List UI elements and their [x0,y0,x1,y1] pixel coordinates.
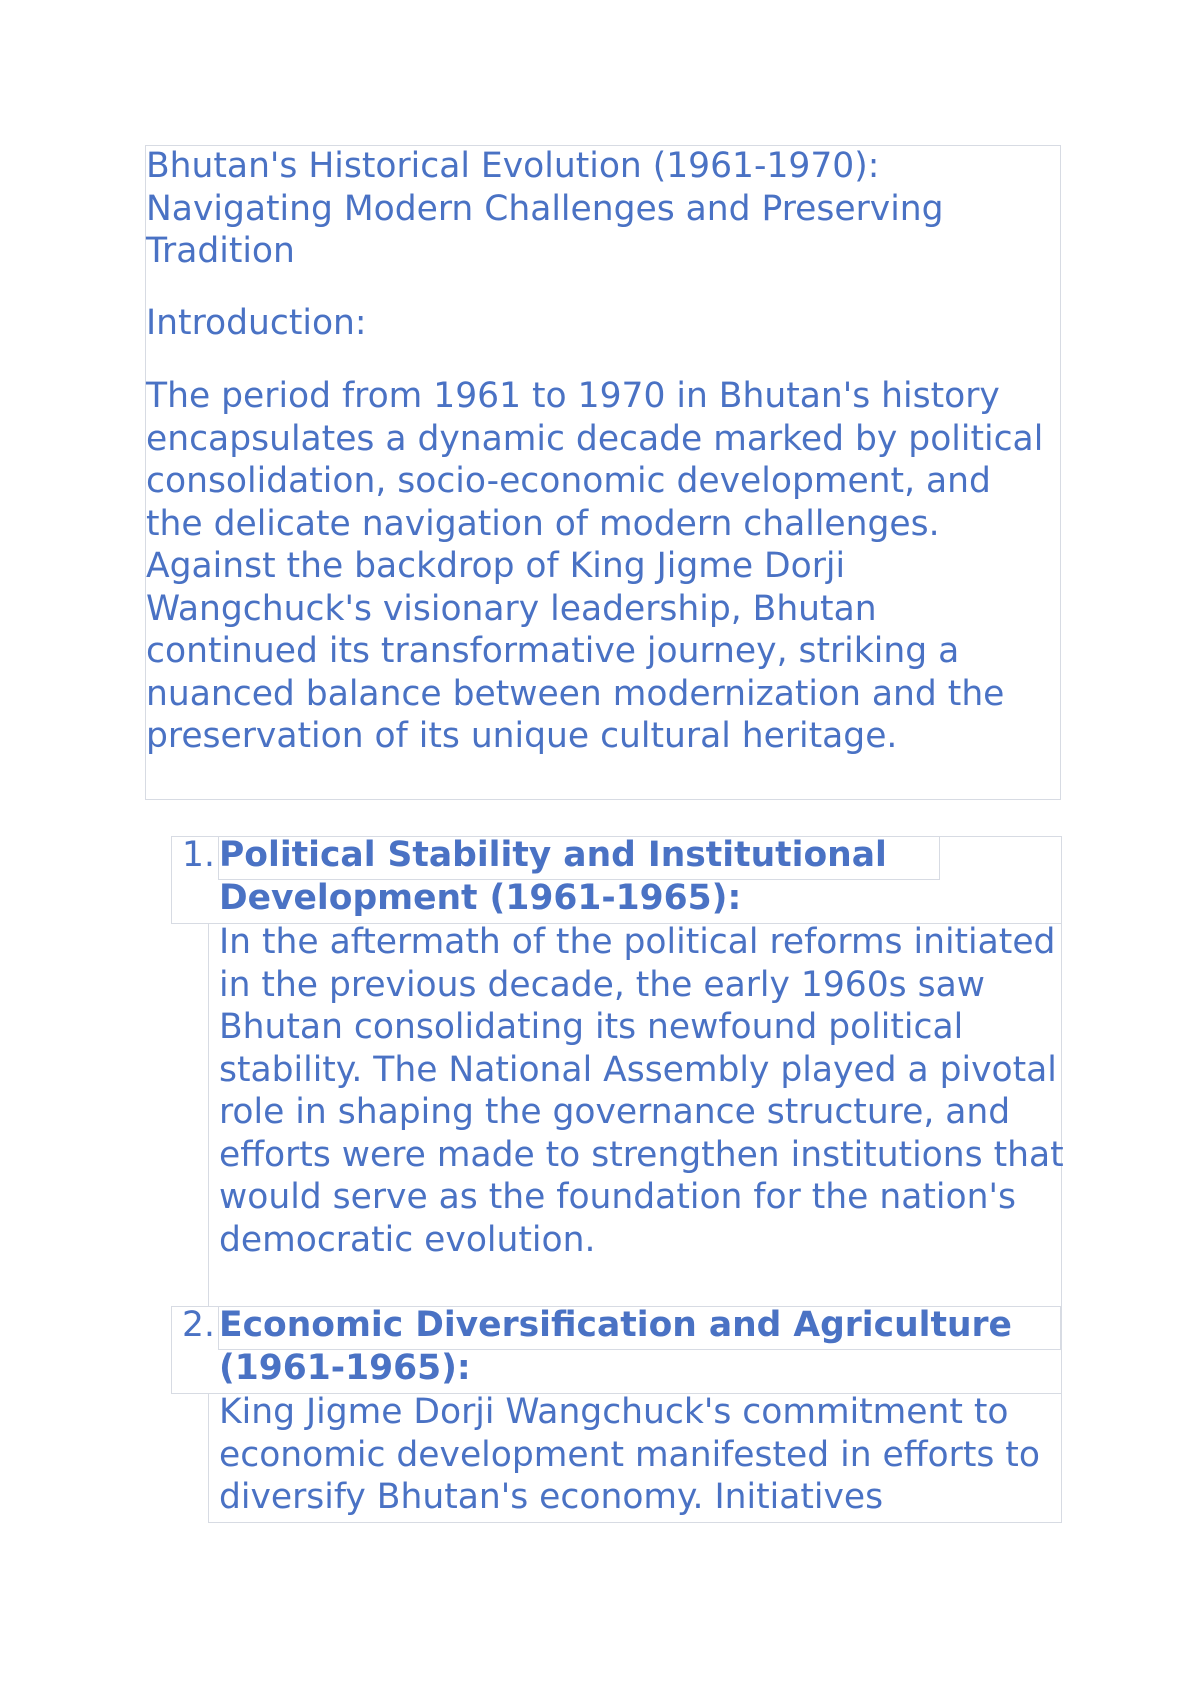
introduction-heading: Introduction: [146,303,367,343]
document-title: Bhutan's Historical Evolution (1961-1970): Navigating Modern Challenges and Preserving Tradition [146,146,944,271]
section-2-number: 2. [182,1305,215,1345]
section-2-heading: Economic Diversification and Agriculture (1961-1965): [219,1305,1012,1388]
section-1-number: 1. [182,835,215,875]
section-2-body: King Jigme Dorji Wangchuck's commitment to economic development manifested in efforts to diversify Bhutan's economy. Initiatives [219,1392,1040,1517]
introduction-paragraph: The period from 1961 to 1970 in Bhutan's history encapsulates a dynamic decade marked by political consolidation, socio-economic development, and the delicate navigation of modern challenges. Against the backdrop of King Jigme Dorji Wangchuck's visionary leadership, Bhutan continued its transformative journey, striking a nuanced balance between modernization and the preservation of its unique cultural heritage. [146,376,1044,756]
section-1-body: In the aftermath of the political reforms initiated in the previous decade, the early 1960s saw Bhutan consolidating its newfound political stability. The National Assembly played a pivotal role in shaping the governance structure, and efforts were made to strengthen institutions that would serve as the foundation for the nation's democratic evolution. [219,922,1064,1260]
section-1-heading: Political Stability and Institutional Development (1961-1965): [219,835,887,918]
